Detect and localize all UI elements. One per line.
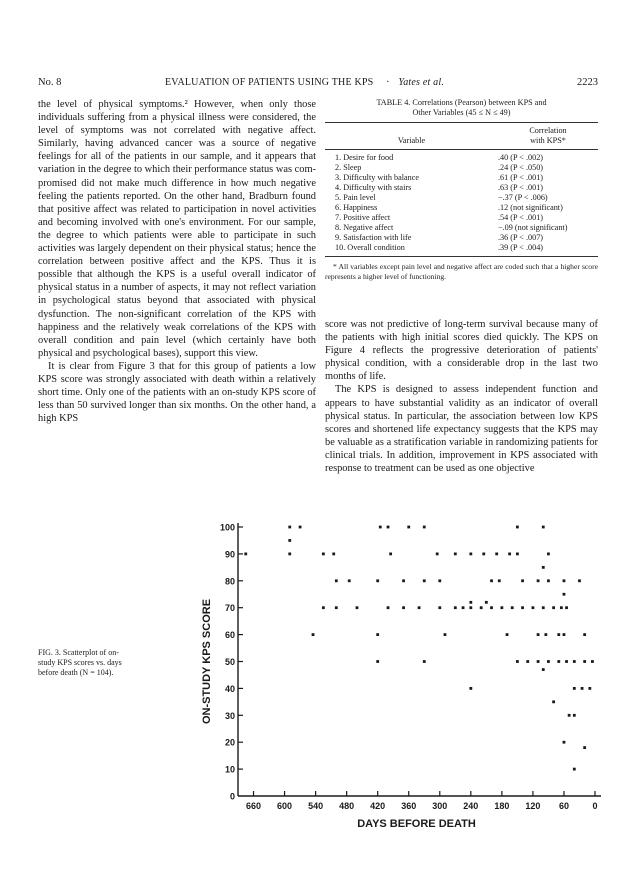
data-point [573, 768, 576, 771]
data-point [560, 606, 563, 609]
table-footnote: * All variables except pain level and negative affect are coded such that a higher score represents a higher level of functioning. [325, 262, 598, 281]
x-axis-label: DAYS BEFORE DEATH [357, 818, 476, 830]
data-point [583, 746, 586, 749]
x-tick-label: 60 [558, 801, 569, 811]
data-point [482, 553, 485, 556]
data-point [516, 526, 519, 529]
data-point [438, 579, 441, 582]
body-text-right-column [325, 318, 598, 475]
table-header-correlation [498, 126, 598, 146]
x-tick-label: 540 [308, 801, 324, 811]
table-rule [325, 256, 598, 257]
table-4 [325, 98, 598, 281]
page-number: 2223 [577, 77, 598, 88]
data-point [557, 660, 560, 663]
table-row [325, 173, 598, 183]
y-tick-label: 90 [224, 549, 235, 560]
data-point [563, 579, 566, 582]
data-point [583, 633, 586, 636]
data-point [547, 553, 550, 556]
data-point [573, 714, 576, 717]
table-row [325, 203, 598, 213]
y-tick-label: 70 [224, 603, 235, 614]
table-caption [325, 98, 598, 118]
x-tick-label: 660 [246, 801, 262, 811]
x-tick-label: 600 [277, 801, 293, 811]
table-row [325, 213, 598, 223]
data-point [402, 606, 405, 609]
table-cell-correlation: .54 (P < .001) [498, 213, 544, 222]
table-cell-correlation: .63 (P < .001) [498, 183, 544, 192]
data-point [454, 606, 457, 609]
data-point [244, 553, 247, 556]
data-point [588, 687, 591, 690]
data-point [565, 606, 568, 609]
paragraph: The KPS is designed to assess independent function and appears to have substantial validity as an indicator of overall physical status. In particular, the association between low KPS scores and shortened life expectancy suggests that the KPS may be valuable as a stratification variable in randomizing patients for clinical trials. In addition, improvement in KPS associated with response to treatment can be used as one objective [325, 384, 598, 475]
y-tick-label: 100 [219, 522, 235, 533]
data-point [423, 660, 426, 663]
x-tick-label: 120 [525, 801, 541, 811]
data-point [516, 553, 519, 556]
y-tick-label: 10 [224, 764, 235, 775]
data-point [583, 660, 586, 663]
table-cell-variable: 5. Pain level [335, 193, 376, 202]
data-point [356, 606, 359, 609]
x-tick-label: 0 [592, 801, 598, 811]
data-point [407, 526, 410, 529]
x-tick-label: 240 [463, 801, 479, 811]
data-point [498, 579, 501, 582]
table-caption-line: Other Variables (45 ≤ N ≤ 49) [412, 108, 511, 117]
data-point [500, 606, 503, 609]
scatter-chart [180, 512, 620, 842]
data-point [573, 687, 576, 690]
data-point [485, 601, 488, 604]
table-header [325, 123, 598, 149]
table-cell-correlation: .39 (P < .004) [498, 243, 544, 252]
table-cell-correlation: −.37 (P < .006) [498, 193, 548, 202]
table-body [325, 150, 598, 256]
x-tick-label: 420 [370, 801, 386, 811]
table-cell-correlation: .40 (P < .002) [498, 153, 544, 162]
data-point [322, 553, 325, 556]
data-point [563, 633, 566, 636]
running-title: EVALUATION OF PATIENTS USING THE KPS · Yates et al. [165, 77, 445, 88]
data-point [563, 741, 566, 744]
x-tick-label: 360 [401, 801, 417, 811]
y-tick-label: 30 [224, 710, 235, 721]
data-point [348, 579, 351, 582]
data-point [288, 539, 291, 542]
table-cell-correlation: .12 (not significant) [498, 203, 563, 212]
data-point [516, 660, 519, 663]
data-point [469, 601, 472, 604]
table-row [325, 153, 598, 163]
data-point [379, 526, 382, 529]
y-tick-label: 40 [224, 683, 235, 694]
data-point [537, 579, 540, 582]
x-tick-label: 480 [339, 801, 355, 811]
table-cell-correlation: .61 (P < .001) [498, 173, 544, 182]
page-label: No. 8 [38, 77, 62, 88]
data-point [532, 606, 535, 609]
data-point [544, 633, 547, 636]
table-cell-variable: 3. Difficulty with balance [335, 173, 419, 182]
body-text-left-column [38, 98, 316, 425]
data-point [563, 593, 566, 596]
paragraph: It is clear from Figure 3 that for this group of patients a low KPS score was strongly associated with death within a relatively short time. Only one of the patients with an on-study KPS score of less than 50 survived longer than six months. On the other hand, a high KPS [38, 360, 316, 425]
data-point [557, 633, 560, 636]
table-cell-correlation: .36 (P < .007) [498, 233, 544, 242]
data-point [335, 579, 338, 582]
data-point [387, 606, 390, 609]
data-point [547, 579, 550, 582]
data-point [521, 579, 524, 582]
data-point [335, 606, 338, 609]
data-point [462, 606, 465, 609]
data-point [322, 606, 325, 609]
data-point [288, 553, 291, 556]
data-point [542, 526, 545, 529]
table-cell-variable: 4. Difficulty with stairs [335, 183, 412, 192]
data-point [423, 579, 426, 582]
data-point [542, 606, 545, 609]
data-point [312, 633, 315, 636]
data-point [332, 553, 335, 556]
y-tick-label-zero: 0 [229, 791, 235, 802]
data-point [565, 660, 568, 663]
table-row [325, 243, 598, 253]
data-point [376, 633, 379, 636]
paragraph: the level of physical symptoms.² However, when only those individuals suffering from a physical illness were considered, the level of symptoms was not correlated with negative affect. Similarly, having advanced cancer was a source of negative feelings for all of the patients in our sample, and it appears that variation in the degree to which their performance status was compromised did not make much difference in how much negative feeling the patients reported. On the other hand, Bradburn found that positive affect was related to participation in novel activities and becoming involved with one's environment. For our sample, the degree to which patients were able to participate in such activities was largely dependent on their physical status; hence the correlation between positive affect and the KPS. Thus it is possible that although the KPS is a useful overall indicator of physical status in a number of aspects, it may not reflect variation in psychological status beyond that associated with physical dysfunction. The non-significant correlation of the KPS with happiness and the relatively weak correlations of the KPS with overall condition and pain level (which certainly have both physical and psychological bases), support this view. [38, 99, 316, 359]
table-cell-correlation: .24 (P < .050) [498, 163, 544, 172]
x-tick-label: 300 [432, 801, 448, 811]
data-point [490, 606, 493, 609]
data-point [387, 526, 390, 529]
table-row [325, 233, 598, 243]
data-point [526, 660, 529, 663]
table-cell-correlation: −.09 (not significant) [498, 223, 568, 232]
data-point [506, 633, 509, 636]
data-point [573, 660, 576, 663]
y-tick-label: 50 [224, 657, 235, 667]
table-cell-variable: 9. Satisfaction with life [335, 233, 412, 242]
paragraph: score was not predictive of long-term survival because many of the patients with high initial scores died quickly. The KPS on Figure 4 reflects the progressive deterioration of patients' physical condition, with a considerable drop in the last two months of life. [325, 319, 598, 383]
data-point [469, 553, 472, 556]
data-point [552, 700, 555, 703]
figure-caption: FIG. 3. Scatterplot of on-study KPS scores vs. days before death (N = 104). [38, 648, 122, 677]
table-cell-variable: 1. Desire for food [335, 153, 394, 162]
y-axis-label: ON-STUDY KPS SCORE [201, 598, 213, 725]
data-point [376, 660, 379, 663]
data-point [444, 633, 447, 636]
data-point [490, 579, 493, 582]
data-point [542, 668, 545, 671]
table-caption-line: TABLE 4. Correlations (Pearson) between KPS and [376, 98, 547, 107]
data-point [402, 579, 405, 582]
table-header-correlation-line: Correlation [529, 126, 567, 135]
data-point [542, 566, 545, 569]
x-tick-label: 180 [494, 801, 510, 811]
data-point [591, 660, 594, 663]
table-cell-variable: 7. Positive affect [335, 213, 391, 222]
data-point [454, 553, 457, 556]
table-cell-variable: 10. Overall condition [335, 243, 405, 252]
y-tick-label: 60 [224, 630, 235, 641]
data-point [299, 526, 302, 529]
data-point [537, 633, 540, 636]
data-point [480, 606, 483, 609]
data-point [438, 606, 441, 609]
data-point [376, 579, 379, 582]
data-point [547, 660, 550, 663]
data-point [521, 606, 524, 609]
y-tick-label: 80 [224, 576, 235, 587]
y-tick-label: 20 [224, 737, 235, 748]
table-cell-variable: 2. Sleep [335, 163, 362, 172]
data-point [511, 606, 514, 609]
table-row [325, 163, 598, 173]
data-point [436, 553, 439, 556]
data-point [578, 579, 581, 582]
data-point [508, 553, 511, 556]
table-row [325, 183, 598, 193]
table-header-variable: Variable [397, 136, 426, 145]
data-point [389, 553, 392, 556]
data-point [423, 526, 426, 529]
data-point [495, 553, 498, 556]
table-row [325, 223, 598, 233]
table-header-correlation-line: with KPS* [530, 136, 566, 145]
data-point [469, 687, 472, 690]
running-title-author: Yates et al. [398, 77, 445, 88]
running-title-text: EVALUATION OF PATIENTS USING THE KPS [165, 77, 374, 88]
table-cell-variable: 6. Happiness [335, 203, 378, 212]
data-point [288, 526, 291, 529]
table-row [325, 193, 598, 203]
data-point [552, 606, 555, 609]
table-cell-variable: 8. Negative affect [335, 223, 394, 232]
data-point [418, 606, 421, 609]
data-point [537, 660, 540, 663]
data-point [469, 606, 472, 609]
data-point [581, 687, 584, 690]
data-point [568, 714, 571, 717]
